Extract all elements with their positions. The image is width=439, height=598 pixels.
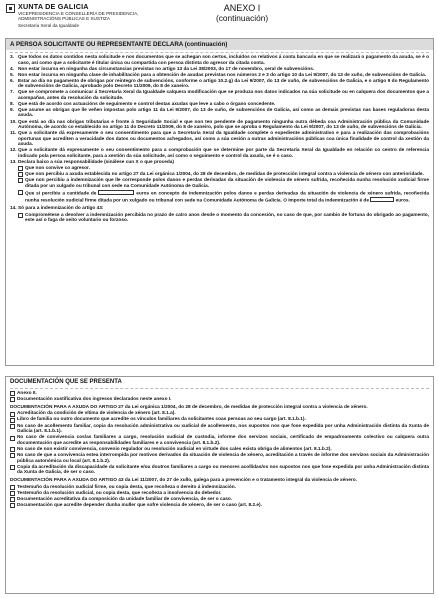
doc-row [10, 485, 429, 491]
declaration-list [6, 55, 433, 224]
option-not-cohabiting [18, 166, 429, 172]
doc-checkbox[interactable] [10, 497, 15, 502]
item-number: 13. [10, 159, 17, 165]
logo-text: XUNTA DE GALICIA [18, 2, 89, 11]
doc-label: Testemuño da resolución xudicial firme, ou copia desta, que recoñeza o dereito á indemnización. [17, 484, 236, 490]
item-text: Declara baixo a súa responsabilidade (sinálese cun X o que proceda) [18, 159, 175, 165]
item-number: 4. [10, 66, 14, 72]
doc-checkbox[interactable] [10, 465, 15, 470]
option-label [25, 190, 429, 204]
doc-label: No caso de non existir convivencia, convenio regulador ou resolución xudicial en virtude dos cales exista obriga de alimentos (art. 8.1.b.2). [17, 446, 332, 452]
option-label-part: euros. [395, 197, 410, 203]
item-number: 11. [10, 131, 17, 137]
item-number: 8. [10, 101, 14, 107]
declaration-item [10, 148, 429, 159]
doc-row [10, 497, 429, 503]
option-checkbox[interactable] [18, 178, 23, 183]
option-label-part: Que si percibiu a cantidade de [25, 190, 97, 196]
doc-row [10, 424, 429, 435]
doc-label: No caso de convivencia cos/as familiares a cargo, resolución xudicial de custodia, informe dos servizos sociais, certificado de empadroamento colectivo ou calquera outra documentación que acredite as responsabilidades familiares e a convivencia (art. 8.1.b.2). [17, 435, 429, 446]
declaration-item [10, 120, 429, 131]
option-no-indemnity [18, 178, 429, 189]
doc-row [10, 491, 429, 497]
item-text: Non estar incursa en ningunha das circunstancias previstas no artigo 13 da Lei 38/2003, do 17 de novembro, xeral de subvencións. [18, 66, 315, 72]
item-text: Que a solicitante dá expresamente o seu consentimento para que a Secretaría Xeral da Igualdade complete o expediente administrativo e para a realización das comprobacións oportunas que acrediten a veracidade dos datos ou documentos achegados, así como a súa cesión a outras administracións públicas coa única finalidade de control da xestión da axuda. [18, 131, 429, 148]
option-return-indemnity [18, 213, 429, 224]
doc-label: Documentación acreditativa da composición da unidade familiar de convivencia, de ser o caso. [17, 496, 233, 502]
divider [10, 388, 429, 389]
annex-heading [216, 3, 268, 23]
option-label: Que non convive co agresor. [25, 165, 90, 171]
annex-title: ANEXO I [223, 3, 261, 13]
item-text: Só para a indemnización do artigo 43: [18, 206, 104, 212]
doc-label: Documentación que acredite depender dunha muller que sofre violencia de xénero, de ser o caso (art. 8.2.e). [17, 502, 262, 508]
item-number: 9. [10, 107, 14, 113]
item-text: Que a solicitante dá expresamente o seu consentimento para a comprobación que se determine por parte da Secretaría Xeral da Igualdade en relación co centro de referencia indicado pola persoa solicitante, para a xestión da súa solicitude, así como o seguimento e control da axuda, se é o caso. [18, 148, 429, 159]
declaration-item [10, 73, 429, 79]
doc-row [10, 435, 429, 446]
option-received-indemnity [18, 190, 429, 204]
option-checkbox[interactable] [18, 166, 23, 171]
doc-checkbox[interactable] [10, 453, 15, 458]
option-label-part: euros en concepto de indemnización polos danos e perdas derivadas da situación de violencia de xénero sufrida, recoñecida nunha resolución xudicial firme ditada por un xulgado ou tribunal con sede na Comunidade Autónoma de Galicia. O importe total da indemnización é de [25, 190, 429, 203]
documentation-list [6, 391, 433, 509]
department-line-2: ADMINISTRACIÓNS PÚBLICAS E XUSTIZA [18, 16, 110, 22]
doc-row [10, 503, 429, 509]
item-number: 7. [10, 90, 14, 96]
declaration-item [10, 90, 429, 101]
doc-label: Testemuño da resolución xudicial, ou copia desta, que recoñeza a insolvencia do debedor. [17, 490, 222, 496]
doc-label: No caso de que a convivencia estea interrompida por motivos derivados da situación de violencia de xénero, acreditación a través de informe dos servizos sociais da Administración pública autonómica ou local (art. 8.1.b.2). [17, 453, 429, 464]
page-header [0, 0, 439, 38]
option-label: Que non percibiu a indemnización que lle corresponde polos danos e perdas derivadas da situación de violencia de xénero sufrida, recoñecida nunha resolución xudicial firme ditada por un xulgado ou tribunal con sede na Comunidade Autónoma de Galicia. [25, 177, 429, 189]
doc-row [10, 447, 429, 453]
item-number: 3. [10, 55, 14, 60]
doc-checkbox[interactable] [10, 418, 15, 423]
doc-row [10, 391, 429, 397]
amount-received-field[interactable] [98, 190, 134, 195]
doc-label: Copia da acreditación da discapacidade da solicitante e/ou doutros familiares a cargo ou menores acollidas/os nos supostos nos que fose expedida por unha Administración distinta da Xunta de Galicia, de ser o caso. [17, 464, 429, 476]
xunta-logo [6, 3, 139, 28]
doc-row [10, 465, 429, 476]
item-text: Que asume as obrigas que lle veñen impostas polo artigo 11 da Lei 9/2007, do 13 de xuño, de subvencións de Galicia, así como as demais previstas nas bases reguladoras desta axuda. [18, 107, 429, 119]
doc-group-title-art27: DOCUMENTACIÓN PARA A AXUDA DO ARTIGO 27 da Lei orgánica 1/2004, do 28 de decembro, de medidas de protección integral contra a violencia de xénero. [10, 405, 368, 411]
item-text: Que está de acordo cos actuacións de seguimento e control destas axudas que leve a cabo o órgano concedente. [18, 101, 276, 107]
item-number: 6. [10, 78, 14, 84]
doc-checkbox[interactable] [10, 397, 15, 402]
doc-checkbox[interactable] [10, 491, 15, 496]
declaration-item [10, 55, 429, 66]
item-number: 5. [10, 72, 14, 78]
option-no-prior-aid [18, 172, 429, 178]
declaration-section-title: A PERSOA SOLICITANTE OU REPRESENTANTE DECLARA (continuación) [6, 39, 433, 50]
item-number: 12. [10, 148, 17, 154]
documentation-section-title: DOCUMENTACIÓN QUE SE PRESENTA [10, 379, 122, 385]
doc-checkbox[interactable] [10, 391, 15, 396]
doc-checkbox[interactable] [10, 424, 15, 429]
doc-row [10, 397, 429, 403]
doc-row [10, 417, 429, 423]
doc-checkbox[interactable] [10, 485, 15, 490]
item-text: Que se compromete a comunicar á Secretaría Xeral da Igualdade calquera modificación que se produza nos datos indicados na súa solicitude ou en calquera dos documentos que a acompañan, antes da resolución da solicitude. [18, 90, 429, 101]
declaration-item [10, 67, 429, 73]
option-checkbox[interactable] [18, 213, 23, 218]
doc-label: Libro de familia ou outro documento que acredite os vínculos familiares da solicitantes coas persoas ao seu cargo (art. 8.1.b.1). [17, 417, 306, 423]
annex-subtitle: (continuación) [216, 13, 269, 23]
item-text: Estar ao día no pagamento de obrigas por reintegro de subvencións, conforme o artigo 10.2.g) da Lei 9/2007, do 13 de xuño, de subvencións de Galicia, e o artigo 9 do Regulamento de subvencións de Galicia, aprobado polo Decreto 11/2009, do 8 de xaneiro. [18, 78, 429, 90]
doc-label: Acreditación da condición de vítima de violencia de xénero (art. 8.1.a). [17, 411, 176, 417]
doc-row [10, 453, 429, 464]
declaration-item [10, 108, 429, 119]
amount-total-field[interactable] [370, 197, 394, 202]
item-number: 10. [10, 119, 17, 125]
doc-label: No caso de acollemento familiar, copia da resolución administrativa ou xudicial de acollemento, nos supostos nos que fose expedida por unha Administración distinta da Xunta de Galicia (art. 8.1.b.1). [17, 423, 429, 435]
declaration-item [10, 131, 429, 148]
declaration-item [10, 102, 429, 108]
declaration-item-14 [10, 206, 429, 212]
divider [10, 52, 429, 53]
option-checkbox[interactable] [18, 190, 23, 195]
doc-label: Anexo II. [17, 391, 37, 396]
department-line-3: Secretaría Xeral da Igualdade [18, 22, 80, 28]
doc-checkbox[interactable] [10, 447, 15, 452]
documentation-section [5, 376, 434, 594]
item-text: Non estar incursa en ningunha clase de inhabilitación para a obtención de axudas previstas nos números 2 e 3 do artigo 10 da Lei 9/2007, do 13 de xuño, de subvencións de Galicia. [18, 72, 427, 78]
doc-checkbox[interactable] [10, 412, 15, 417]
declaration-item [10, 79, 429, 90]
xunta-emblem-icon [6, 4, 15, 13]
declaration-section [5, 38, 434, 366]
department-line-1: VICEPRESIDENCIA E CONSELLERÍA DE PRESIDENCIA, [18, 11, 139, 16]
option-label: Comprométese a devolver a indemnización percibida no prazo de catro anos desde o momento da concesión, no caso de que, por cambio de fortuna do obrigado ao pagamento, este así o faga de xeito voluntario ou forzoso. [25, 212, 429, 224]
option-label: Que non percibiu a axuda establecida no artigo 27 da Lei orgánica 1/2004, do 28 de decembro, de medidas de protección integral contra a violencia de xénero con anterioridade. [25, 171, 424, 177]
item-text: Que está ao día nas obrigas tributarias e fronte á Seguridade Social e que non ten pendente de pagamento ningunha outra débeda coa Administración pública da Comunidade Autónoma, de acordo co establecido no artigo 11 do Decreto 11/2009, do 8 de xaneiro, polo que se aproba o Regulamento da Lei 9/2007, do 13 de xuño, de subvencións de Galicia. [18, 119, 429, 131]
item-text: Que todos os datos contidos nesta solicitude e nos documentos que se achegan son certos, incluídos os relativos á conta bancaria en que se realizará o pagamento da axuda, se é o caso, así como que a solicitante é titular única ou compartida con persoa distinta do agresor da citada conta. [18, 55, 429, 66]
doc-label: Documentación xustificativa dos ingresos declarados neste anexo I. [17, 397, 172, 403]
option-checkbox[interactable] [18, 172, 23, 177]
declaration-item-13 [10, 160, 429, 166]
item-number: 14. [10, 206, 17, 212]
doc-checkbox[interactable] [10, 436, 15, 441]
doc-group-title-art43: DOCUMENTACIÓN PARA A AXUDA DO ARTIGO 43 da Lei 11/2007, do 27 de xullo, galega para a prevención e o tratamento integral da violencia de xénero. [10, 478, 357, 484]
doc-checkbox[interactable] [10, 503, 15, 508]
